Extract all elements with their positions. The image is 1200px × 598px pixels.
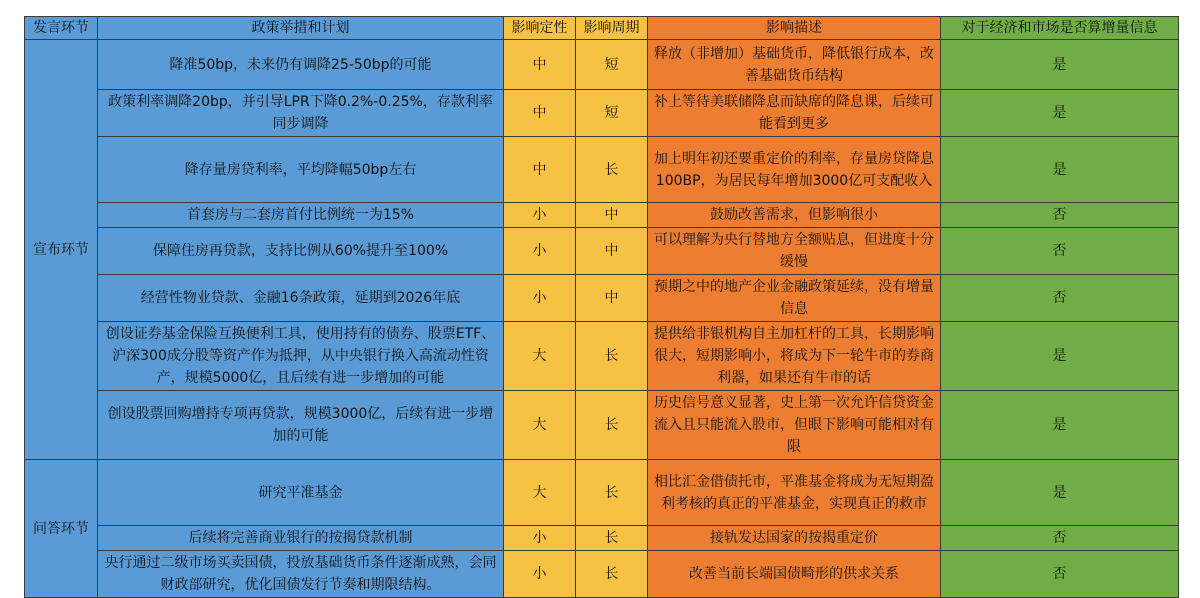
description-cell: 释放（非增加）基础货币，降低银行成本，改善基础货币结构 <box>648 40 941 90</box>
period-cell: 长 <box>576 551 648 598</box>
description-cell: 补上等待美联储降息而缺席的降息课，后续可能看到更多 <box>648 90 941 137</box>
period-cell: 长 <box>576 391 648 460</box>
table-row <box>25 40 1179 90</box>
table-row <box>25 551 1179 598</box>
measure-cell: 降准50bp，未来仍有调降25-50bp的可能 <box>98 40 504 90</box>
header-incremental: 对于经济和市场是否算增量信息 <box>941 17 1179 40</box>
period-cell: 中 <box>576 228 648 275</box>
table-row <box>25 137 1179 203</box>
measure-cell: 创设股票回购增持专项再贷款，规模3000亿，后续有进一步增加的可能 <box>98 391 504 460</box>
incremental-cell: 否 <box>941 551 1179 598</box>
measure-cell: 经营性物业贷款、金融16条政策，延期到2026年底 <box>98 275 504 322</box>
impact-cell: 大 <box>504 322 576 391</box>
description-cell: 鼓励改善需求，但影响很小 <box>648 203 941 228</box>
incremental-cell: 否 <box>941 228 1179 275</box>
table-row <box>25 391 1179 460</box>
description-cell: 预期之中的地产企业金融政策延续，没有增量信息 <box>648 275 941 322</box>
incremental-cell: 否 <box>941 203 1179 228</box>
impact-cell: 小 <box>504 203 576 228</box>
table-row <box>25 460 1179 526</box>
incremental-cell: 是 <box>941 391 1179 460</box>
header-stage: 发言环节 <box>25 17 98 40</box>
measure-cell: 降存量房贷利率，平均降幅50bp左右 <box>98 137 504 203</box>
section-label: 问答环节 <box>25 460 98 598</box>
description-cell: 可以理解为央行替地方全额贴息，但进度十分缓慢 <box>648 228 941 275</box>
section-label: 宣布环节 <box>25 40 98 460</box>
table-row <box>25 526 1179 551</box>
policy-table <box>24 16 1179 598</box>
impact-cell: 小 <box>504 551 576 598</box>
period-cell: 中 <box>576 275 648 322</box>
period-cell: 短 <box>576 40 648 90</box>
measure-cell: 研究平准基金 <box>98 460 504 526</box>
policy-table-container <box>24 16 1179 598</box>
period-cell: 长 <box>576 137 648 203</box>
incremental-cell: 否 <box>941 526 1179 551</box>
period-cell: 长 <box>576 460 648 526</box>
impact-cell: 小 <box>504 275 576 322</box>
measure-cell: 央行通过二级市场买卖国债，投放基础货币条件逐渐成熟，会同财政部研究，优化国债发行节奏和期限结构。 <box>98 551 504 598</box>
incremental-cell: 是 <box>941 137 1179 203</box>
impact-cell: 中 <box>504 40 576 90</box>
impact-cell: 大 <box>504 460 576 526</box>
impact-cell: 小 <box>504 526 576 551</box>
header-impact: 影响定性 <box>504 17 576 40</box>
description-cell: 接轨发达国家的按揭重定价 <box>648 526 941 551</box>
header-description: 影响描述 <box>648 17 941 40</box>
measure-cell: 后续将完善商业银行的按揭贷款机制 <box>98 526 504 551</box>
description-cell: 改善当前长端国债畸形的供求关系 <box>648 551 941 598</box>
impact-cell: 小 <box>504 228 576 275</box>
incremental-cell: 是 <box>941 90 1179 137</box>
period-cell: 长 <box>576 322 648 391</box>
table-row <box>25 203 1179 228</box>
incremental-cell: 是 <box>941 40 1179 90</box>
period-cell: 长 <box>576 526 648 551</box>
header-measure: 政策举措和计划 <box>98 17 504 40</box>
table-row <box>25 275 1179 322</box>
measure-cell: 首套房与二套房首付比例统一为15% <box>98 203 504 228</box>
period-cell: 短 <box>576 90 648 137</box>
table-row <box>25 90 1179 137</box>
description-cell: 历史信号意义显著，史上第一次允许信贷资金流入且只能流入股市，但眼下影响可能相对有限 <box>648 391 941 460</box>
impact-cell: 大 <box>504 391 576 460</box>
measure-cell: 保障住房再贷款，支持比例从60%提升至100% <box>98 228 504 275</box>
incremental-cell: 是 <box>941 322 1179 391</box>
period-cell: 中 <box>576 203 648 228</box>
table-row <box>25 228 1179 275</box>
description-cell: 提供给非银机构自主加杠杆的工具，长期影响很大，短期影响小，将成为下一轮牛市的券商利器，如果还有牛市的话 <box>648 322 941 391</box>
measure-cell: 创设证券基金保险互换便利工具，使用持有的债券、股票ETF、沪深300成分股等资产作为抵押，从中央银行换入高流动性资产，规模5000亿，且后续有进一步增加的可能 <box>98 322 504 391</box>
incremental-cell: 否 <box>941 275 1179 322</box>
description-cell: 相比汇金借债托市，平准基金将成为无短期盈利考核的真正的平准基金，实现真正的救市 <box>648 460 941 526</box>
impact-cell: 中 <box>504 137 576 203</box>
measure-cell: 政策利率调降20bp，并引导LPR下降0.2%-0.25%，存款利率同步调降 <box>98 90 504 137</box>
impact-cell: 中 <box>504 90 576 137</box>
incremental-cell: 是 <box>941 460 1179 526</box>
header-row <box>25 17 1179 40</box>
description-cell: 加上明年初还要重定价的利率，存量房贷降息100BP，为居民每年增加3000亿可支配收入 <box>648 137 941 203</box>
header-period: 影响周期 <box>576 17 648 40</box>
table-row <box>25 322 1179 391</box>
